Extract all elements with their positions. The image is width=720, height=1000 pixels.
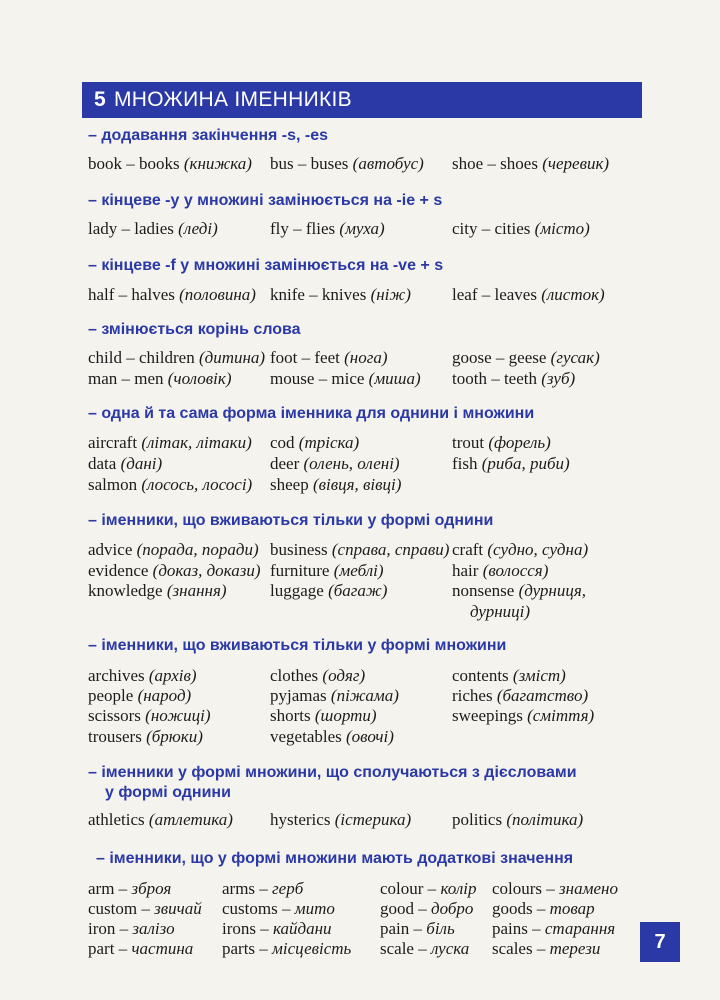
list-item: arms – герб: [222, 879, 304, 898]
table-row: [88, 348, 648, 370]
section-heading-s-es: – додавання закінчення -s, -es: [88, 127, 329, 144]
list-item: shoe – shoes (черевик): [452, 154, 610, 173]
table-row: [88, 706, 648, 728]
table-row: [88, 879, 648, 901]
list-item: vegetables (овочі): [270, 727, 394, 746]
list-item: scales – терези: [492, 939, 601, 958]
list-item: sweepings (сміття): [452, 706, 595, 725]
section-heading-extra-meanings: – іменники, що у формі множини мають додаткові значення: [96, 850, 574, 867]
section-heading-y-ies: – кінцеве -y у множині замінюється на -ie + s: [88, 192, 443, 209]
section-heading-same-form: – одна й та сама форма іменника для однини і множини: [88, 405, 535, 422]
list-item: knife – knives (ніж): [270, 285, 411, 304]
list-item: data (дані): [88, 454, 163, 473]
section-heading-root-change: – змінюється корінь слова: [88, 321, 301, 338]
list-item: politics (політика): [452, 810, 584, 829]
list-item: hysterics (істерика): [270, 810, 412, 829]
list-item: trout (форель): [452, 433, 551, 452]
chapter-title-banner: [82, 82, 642, 118]
list-item: shorts (шорти): [270, 706, 377, 725]
list-item: city – cities (місто): [452, 219, 590, 238]
list-item: riches (багатство): [452, 686, 589, 705]
list-item: deer (олень, олені): [270, 454, 400, 473]
list-item: man – men (чоловік): [88, 369, 232, 388]
list-item: pain – біль: [380, 919, 455, 938]
list-item: customs – мито: [222, 899, 335, 918]
table-row: [88, 810, 648, 832]
table-row: [88, 666, 648, 688]
chapter-number: 5: [94, 88, 106, 111]
list-item: part – частина: [88, 939, 194, 958]
table-row: [88, 581, 648, 603]
list-item: foot – feet (нога): [270, 348, 388, 367]
section-heading-singular-only: – іменники, що вживаються тільки у формі однини: [88, 512, 494, 529]
list-item: tooth – teeth (зуб): [452, 369, 576, 388]
list-item: parts – місцевість: [222, 939, 352, 958]
list-item: athletics (атлетика): [88, 810, 233, 829]
list-item: nonsense (дурниця,: [452, 581, 587, 600]
list-item: child – children (дитина): [88, 348, 266, 367]
page-number: 7: [640, 922, 680, 962]
list-item: colour – колір: [380, 879, 477, 898]
table-row: [88, 899, 648, 921]
list-item: goose – geese (гусак): [452, 348, 600, 367]
list-item: book – books (книжка): [88, 154, 252, 173]
table-row: [88, 540, 648, 562]
list-item: furniture (меблі): [270, 561, 384, 580]
list-item: fish (риба, риби): [452, 454, 570, 473]
list-item: salmon (лосось, лососі): [88, 475, 253, 494]
list-item: advice (порада, поради): [88, 540, 259, 559]
list-item: irons – кайдани: [222, 919, 332, 938]
table-row: [88, 919, 648, 941]
list-item: good – добро: [380, 899, 474, 918]
list-item: people (народ): [88, 686, 192, 705]
list-item: archives (архів): [88, 666, 197, 685]
table-row: [88, 561, 648, 583]
table-row: [88, 154, 648, 176]
section-heading-plural-only: – іменники, що вживаються тільки у формі множини: [88, 637, 507, 654]
section-heading-continuation: у формі однини: [105, 784, 231, 801]
list-item: knowledge (знання): [88, 581, 227, 600]
table-row: [88, 939, 648, 961]
list-item: craft (судно, судна): [452, 540, 589, 559]
table-row: [88, 369, 648, 391]
list-item: trousers (брюки): [88, 727, 203, 746]
list-item: iron – залізо: [88, 919, 175, 938]
list-item: custom – звичай: [88, 899, 202, 918]
list-item: scale – луска: [380, 939, 470, 958]
table-row: [88, 727, 648, 749]
list-item: cod (тріска): [270, 433, 360, 452]
list-item: arm – зброя: [88, 879, 172, 898]
list-item: goods – товар: [492, 899, 595, 918]
list-item: evidence (доказ, докази): [88, 561, 261, 580]
list-item: colours – знамено: [492, 879, 618, 898]
list-item: aircraft (літак, літаки): [88, 433, 252, 452]
list-item: scissors (ножиці): [88, 706, 211, 725]
list-item: clothes (одяг): [270, 666, 366, 685]
table-row: [88, 475, 648, 497]
list-item: fly – flies (муха): [270, 219, 385, 238]
table-row: [88, 219, 648, 241]
table-row: [88, 454, 648, 476]
table-row: [88, 433, 648, 455]
list-item: contents (зміст): [452, 666, 566, 685]
list-item: bus – buses (автобус): [270, 154, 424, 173]
list-item: lady – ladies (леді): [88, 219, 218, 238]
list-item: pains – старання: [492, 919, 616, 938]
chapter-title: МНОЖИНА ІМЕННИКІВ: [113, 88, 352, 111]
list-item: half – halves (половина): [88, 285, 256, 304]
list-item: luggage (багаж): [270, 581, 388, 600]
nonsense-continuation: дурниці): [470, 602, 531, 621]
section-heading-f-ves: – кінцеве -f у множині замінюється на -ve + s: [88, 257, 444, 274]
list-item: business (справа, справи): [270, 540, 450, 559]
list-item: mouse – mice (миша): [270, 369, 421, 388]
table-row: [88, 285, 648, 307]
list-item: pyjamas (піжама): [270, 686, 399, 705]
list-item: hair (волосся): [452, 561, 549, 580]
list-item: leaf – leaves (листок): [452, 285, 605, 304]
section-heading-plural-singular-verbs: – іменники у формі множини, що сполучаються з дієсловами: [88, 764, 577, 781]
table-row: [88, 686, 648, 708]
list-item: sheep (вівця, вівці): [270, 475, 402, 494]
